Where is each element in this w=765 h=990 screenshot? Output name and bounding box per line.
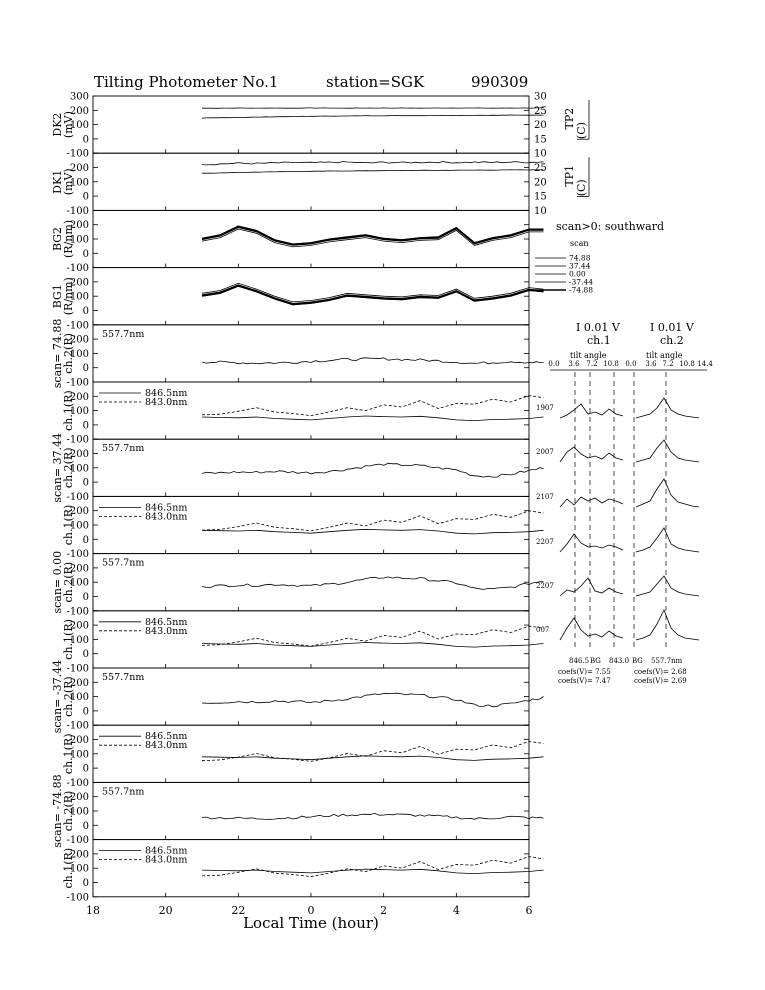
y-axis-label: BG2 bbox=[51, 226, 64, 252]
x-tick-label: 6 bbox=[525, 903, 533, 917]
right-axis-unit: (C) bbox=[575, 122, 588, 140]
y-axis-label: DK1 bbox=[51, 169, 64, 194]
y-tick-label: -100 bbox=[66, 606, 89, 618]
series-dk1 bbox=[202, 162, 544, 165]
scan-legend bbox=[535, 220, 664, 295]
y-tick-label: 100 bbox=[69, 120, 89, 132]
y-axis-unit: (R/nm) bbox=[62, 277, 75, 316]
y-axis-unit: ch.2(R) bbox=[62, 561, 75, 603]
station-label: station=SGK bbox=[326, 73, 425, 91]
panel-5 bbox=[51, 319, 529, 389]
ch1-coefficient: coefs(V)= 7.55 bbox=[558, 668, 611, 676]
y-axis-label: scan= -74.88 bbox=[51, 774, 64, 848]
ch2-coefficient: coefs(V)= 2.69 bbox=[634, 677, 687, 685]
panel-12 bbox=[62, 725, 529, 789]
spectrum-ch2 bbox=[636, 528, 699, 552]
spectra-time-label: 2207 bbox=[536, 582, 554, 590]
panel-frame bbox=[93, 325, 529, 382]
legend-label: 846.5nm bbox=[145, 731, 188, 743]
spectra-bottom-label: 557.7nm bbox=[651, 657, 683, 665]
series-bg1-scan bbox=[202, 285, 544, 304]
y-axis-unit: ch.1(R) bbox=[62, 619, 75, 660]
spectrum-ch1 bbox=[560, 534, 623, 552]
x-tick-label: 0 bbox=[307, 903, 315, 917]
wavelength-note: 557.7nm bbox=[102, 443, 145, 455]
y-tick-label: -100 bbox=[66, 205, 89, 217]
panel-6 bbox=[62, 382, 529, 446]
y-tick-label: 0 bbox=[82, 592, 89, 603]
y-tick-label: 0 bbox=[82, 878, 89, 889]
legend-label: 846.5nm bbox=[145, 616, 188, 628]
x-axis-label: Local Time (hour) bbox=[243, 913, 379, 932]
y-tick-label: -100 bbox=[66, 491, 89, 503]
series-ch1-846nm bbox=[202, 529, 544, 534]
y-tick-label: 200 bbox=[69, 105, 89, 117]
tilt-angle-label: tilt angle bbox=[646, 351, 683, 360]
panel-7 bbox=[51, 433, 529, 503]
y-axis-label: scan= 0.00 bbox=[51, 550, 64, 614]
ch2-name: ch.2 bbox=[660, 334, 684, 347]
spectrum-ch2 bbox=[636, 576, 699, 596]
y-axis-unit: ch.2(R) bbox=[62, 447, 75, 489]
series-tp1 bbox=[202, 170, 544, 173]
y-tick-label: 0 bbox=[82, 649, 89, 661]
right-tick-label: 25 bbox=[534, 105, 547, 117]
y-tick-label: -100 bbox=[66, 663, 89, 675]
spectrum-ch2 bbox=[636, 479, 699, 507]
ch2-coefficient: coefs(V)= 2.68 bbox=[634, 668, 687, 676]
y-tick-label: 200 bbox=[69, 849, 89, 861]
y-tick-label: 200 bbox=[69, 391, 89, 403]
spectra-time-label: 2207 bbox=[536, 538, 554, 546]
y-tick-label: 300 bbox=[69, 91, 89, 103]
spectra-time-label: 1907 bbox=[536, 404, 554, 412]
right-tick-label: 20 bbox=[534, 120, 547, 132]
y-tick-label: 100 bbox=[69, 348, 89, 360]
spectrum-ch1 bbox=[560, 578, 623, 596]
right-tick-label: 25 bbox=[534, 163, 547, 174]
panel-3 bbox=[51, 210, 529, 274]
panel-2 bbox=[51, 153, 589, 217]
panel-frame bbox=[93, 210, 529, 267]
y-tick-label: -100 bbox=[66, 892, 89, 904]
y-tick-label: 0 bbox=[82, 191, 89, 203]
panel-frame bbox=[93, 668, 529, 725]
date-label: 990309 bbox=[471, 73, 529, 91]
y-axis-unit: ch.1(R) bbox=[62, 733, 75, 775]
panel-frame bbox=[93, 439, 529, 496]
wavelength-note: 557.7nm bbox=[102, 672, 145, 683]
panel-8 bbox=[62, 496, 529, 560]
y-axis-unit: (mV) bbox=[62, 168, 75, 196]
y-tick-label: 0 bbox=[82, 706, 89, 718]
y-tick-label: 0 bbox=[82, 134, 89, 146]
spectra-bottom-label: BG bbox=[590, 657, 601, 665]
series-ch2-557nm bbox=[202, 813, 544, 819]
series-ch1-846nm bbox=[202, 756, 544, 761]
spectra-time-label: 2107 bbox=[536, 493, 554, 501]
panel-10 bbox=[62, 611, 529, 675]
ch1-coefficient: coefs(V)= 7.47 bbox=[558, 677, 611, 685]
panel-frame bbox=[93, 153, 529, 210]
y-axis-unit: (R/nm) bbox=[62, 219, 75, 259]
series-ch1-846nm bbox=[202, 643, 544, 648]
right-tick-label: 15 bbox=[534, 134, 547, 146]
tilt-tick-label: 10.8 bbox=[679, 360, 695, 368]
right-tick-label: 15 bbox=[534, 191, 547, 203]
series-ch1-846nm bbox=[202, 416, 544, 421]
y-tick-label: 0 bbox=[82, 363, 89, 375]
y-tick-label: 200 bbox=[69, 563, 89, 575]
y-tick-label: 0 bbox=[82, 306, 89, 317]
spectra-time-label: 2007 bbox=[536, 448, 554, 456]
y-tick-label: 200 bbox=[69, 735, 89, 746]
scan-legend-value: 0.00 bbox=[569, 269, 586, 279]
spectra-bottom-label: 846.5 bbox=[569, 657, 590, 665]
y-axis-unit: ch.2(R) bbox=[62, 333, 75, 374]
y-tick-label: -100 bbox=[66, 263, 89, 275]
right-tick-label: 10 bbox=[534, 205, 547, 217]
tilt-tick-label: 7.2 bbox=[662, 360, 674, 368]
series-bg2-scan bbox=[202, 226, 544, 244]
tilt-tick-label: 7.2 bbox=[586, 360, 598, 368]
right-axis-unit: (C) bbox=[575, 179, 588, 197]
right-axis-label: TP1 bbox=[563, 164, 576, 187]
y-axis-unit: ch.1(R) bbox=[62, 504, 75, 546]
legend-label: 843.0nm bbox=[145, 511, 188, 523]
y-axis-label: DK2 bbox=[51, 112, 64, 137]
legend-label: 843.0nm bbox=[145, 397, 188, 408]
spectrum-ch1 bbox=[560, 404, 623, 418]
series-ch2-557nm bbox=[202, 693, 544, 707]
y-tick-label: 100 bbox=[69, 863, 89, 875]
series-ch1-843nm bbox=[202, 511, 544, 531]
y-tick-label: 0 bbox=[82, 763, 89, 775]
series-ch1-843nm bbox=[202, 396, 544, 416]
right-axis-label: TP2 bbox=[563, 107, 576, 130]
scan-legend-value: -74.88 bbox=[569, 285, 594, 295]
y-axis-label: BG1 bbox=[51, 284, 64, 309]
series-ch1-843nm bbox=[202, 741, 544, 761]
panel-4 bbox=[51, 268, 529, 332]
x-tick-label: 20 bbox=[158, 903, 173, 917]
legend-label: 846.5nm bbox=[145, 388, 188, 399]
y-tick-label: 200 bbox=[69, 334, 89, 346]
y-tick-label: -100 bbox=[66, 835, 89, 847]
y-tick-label: -100 bbox=[66, 148, 89, 160]
panel-13 bbox=[51, 774, 529, 847]
y-tick-label: -100 bbox=[66, 549, 89, 561]
series-ch2-557nm bbox=[202, 358, 544, 364]
chart-title: Tilting Photometer No.1 bbox=[94, 73, 279, 91]
series-tp2 bbox=[202, 115, 544, 118]
y-axis-label: scan= 74.88 bbox=[51, 318, 64, 389]
panel-14 bbox=[62, 840, 529, 904]
spectrum-ch2 bbox=[636, 440, 699, 462]
y-tick-label: 100 bbox=[69, 577, 89, 589]
y-tick-label: -100 bbox=[66, 377, 89, 389]
y-tick-label: 100 bbox=[69, 177, 89, 189]
series-ch1-843nm bbox=[202, 857, 544, 877]
scan-legend-title: scan>0: southward bbox=[556, 220, 664, 233]
scan-legend-header: scan bbox=[570, 239, 589, 248]
x-tick-label: 4 bbox=[452, 903, 460, 917]
y-tick-label: 100 bbox=[69, 291, 89, 303]
y-tick-label: 100 bbox=[69, 406, 89, 418]
y-axis-label: scan= 37.44 bbox=[51, 432, 64, 503]
y-tick-label: 100 bbox=[69, 234, 89, 246]
right-tick-label: 30 bbox=[534, 91, 547, 103]
y-tick-label: 100 bbox=[69, 520, 89, 532]
y-tick-label: 200 bbox=[69, 506, 89, 518]
y-tick-label: 100 bbox=[69, 806, 89, 818]
x-tick-label: 18 bbox=[86, 903, 100, 917]
spectra-time-label: 007 bbox=[536, 626, 550, 634]
legend-label: 843.0nm bbox=[145, 740, 188, 752]
y-tick-label: 0 bbox=[82, 248, 89, 260]
panel-frame bbox=[93, 554, 529, 611]
tilt-tick-label: 3.6 bbox=[645, 360, 657, 368]
legend-label: 846.5nm bbox=[145, 845, 188, 857]
spectra-bottom-label: 843.0 bbox=[609, 657, 630, 665]
right-tick-label: 10 bbox=[534, 148, 547, 160]
legend-label: 846.5nm bbox=[145, 502, 188, 514]
y-tick-label: -100 bbox=[66, 777, 89, 789]
x-axis bbox=[86, 904, 533, 932]
y-tick-label: 100 bbox=[69, 692, 89, 704]
series-ch2-557nm bbox=[202, 463, 544, 477]
ch1-scale: I 0.01 V bbox=[576, 321, 620, 334]
y-axis-unit: ch.1(R) bbox=[62, 390, 75, 431]
panels bbox=[51, 92, 589, 904]
tilt-tick-label: 10.8 bbox=[603, 360, 619, 368]
panel-frame bbox=[93, 782, 529, 839]
y-axis-label: scan= -37.44 bbox=[51, 659, 64, 734]
y-tick-label: 0 bbox=[82, 477, 89, 489]
x-tick-label: 22 bbox=[231, 903, 246, 917]
right-tick-label: 20 bbox=[534, 177, 547, 189]
panel-11 bbox=[51, 660, 529, 733]
y-tick-label: -100 bbox=[66, 320, 89, 332]
spectrum-ch2 bbox=[636, 398, 699, 418]
y-tick-label: 0 bbox=[82, 420, 89, 432]
y-axis-unit: ch.2(R) bbox=[62, 676, 75, 717]
tilt-tick-label: 14.4 bbox=[697, 360, 713, 368]
panel-1 bbox=[51, 92, 589, 160]
y-tick-label: 200 bbox=[69, 620, 89, 632]
spectrum-ch1 bbox=[560, 497, 623, 507]
y-tick-label: 200 bbox=[69, 277, 89, 289]
y-tick-label: 200 bbox=[69, 163, 89, 174]
legend-label: 843.0nm bbox=[145, 854, 188, 866]
wavelength-note: 557.7nm bbox=[102, 786, 145, 798]
tilt-tick-label: 3.6 bbox=[568, 360, 580, 368]
tilt-tick-label: 0.0 bbox=[548, 360, 560, 368]
y-tick-label: 200 bbox=[69, 449, 89, 460]
spectrum-ch1 bbox=[560, 618, 623, 640]
y-axis-unit: ch.1(R) bbox=[62, 847, 75, 889]
y-tick-label: 0 bbox=[82, 534, 89, 546]
tilt-tick-label: 0.0 bbox=[625, 360, 637, 368]
y-axis-unit: ch.2(R) bbox=[62, 790, 75, 832]
y-tick-label: 200 bbox=[69, 677, 89, 689]
y-tick-label: 0 bbox=[82, 820, 89, 832]
spectra-panel bbox=[536, 321, 713, 685]
series-ch2-557nm bbox=[202, 577, 544, 590]
y-tick-label: 100 bbox=[69, 634, 89, 646]
ch1-name: ch.1 bbox=[587, 334, 611, 347]
y-tick-label: 200 bbox=[69, 792, 89, 804]
spectra-bottom-label: BG bbox=[632, 657, 643, 665]
y-tick-label: 200 bbox=[69, 220, 89, 232]
panel-frame bbox=[93, 96, 529, 153]
scan-legend-value: 74.88 bbox=[569, 253, 591, 263]
ch2-scale: I 0.01 V bbox=[650, 321, 694, 334]
y-tick-label: 100 bbox=[69, 463, 89, 475]
tilt-angle-label: tilt angle bbox=[570, 351, 607, 360]
wavelength-note: 557.7nm bbox=[102, 557, 145, 569]
legend-label: 843.0nm bbox=[145, 625, 188, 637]
series-bg2-scan bbox=[202, 226, 544, 244]
wavelength-note: 557.7nm bbox=[102, 328, 145, 340]
y-tick-label: -100 bbox=[66, 720, 89, 732]
scan-legend-value: -37.44 bbox=[569, 277, 594, 287]
y-axis-unit: (mV) bbox=[62, 111, 75, 139]
x-tick-label: 2 bbox=[380, 903, 388, 917]
y-tick-label: 100 bbox=[69, 749, 89, 761]
spectrum-ch2 bbox=[636, 610, 699, 640]
spectrum-ch1 bbox=[560, 447, 623, 462]
scan-legend-value: 37.44 bbox=[569, 261, 591, 271]
y-tick-label: -100 bbox=[66, 434, 89, 446]
